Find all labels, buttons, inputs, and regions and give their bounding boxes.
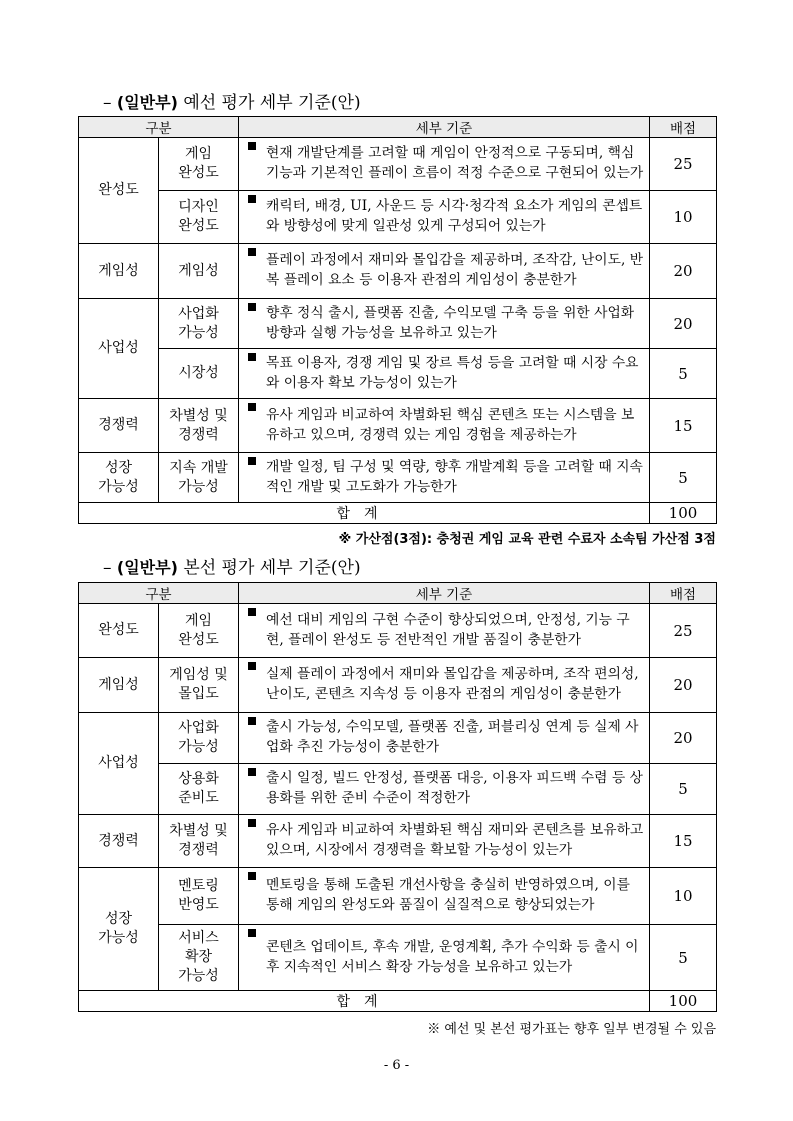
- table-row: [79, 399, 717, 453]
- criteria-cell: [239, 349, 650, 399]
- subcategory-cell: 사업화 가능성: [159, 713, 239, 764]
- subcategory-cell: 게임성 및 몰입도: [159, 658, 239, 713]
- header-score: 배점: [650, 583, 717, 604]
- score-cell: 20: [650, 244, 717, 299]
- table-row: [79, 713, 717, 764]
- table-row: [79, 815, 717, 868]
- square-bullet-icon: [248, 142, 256, 150]
- total-label: 합계: [79, 991, 650, 1012]
- square-bullet-icon: [248, 662, 256, 670]
- square-bullet-icon: [248, 768, 256, 776]
- bonus-points-note: ※ 가산점(3점): 충청권 게임 교육 관련 수료자 소속팀 가산점 3점: [338, 532, 716, 547]
- category-cell: 완성도: [79, 138, 159, 244]
- prelim-criteria-table: [78, 116, 717, 524]
- category-cell: 경쟁력: [79, 399, 159, 453]
- criteria-text: 플레이 과정에서 재미와 몰입감을 제공하며, 조작감, 난이도, 반복 플레이 요소 등 이용자 관점의 게임성이 충분한가: [266, 252, 644, 288]
- criteria-text: 캐릭터, 배경, UI, 사운드 등 시각·청각적 요소가 게임의 콘셉트와 방향성에 맞게 일관성 있게 구성되어 있는가: [266, 198, 643, 234]
- square-bullet-icon: [248, 248, 256, 256]
- criteria-text: 목표 이용자, 경쟁 게임 및 장르 특성 등을 고려할 때 시장 수요와 이용자 확보 가능성이 있는가: [266, 354, 639, 391]
- score-cell: 20: [650, 658, 717, 713]
- criteria-text: 향후 정식 출시, 플랫폼 진출, 수익모델 구축 등을 위한 사업화 방향과 실행 가능성을 보유하고 있는가: [266, 304, 635, 341]
- criteria-cell: [239, 815, 650, 868]
- criteria-text: 콘텐츠 업데이트, 후속 개발, 운영계획, 추가 수익화 등 출시 이후 지속적인 서비스 확장 가능성을 보유하고 있는가: [266, 938, 639, 975]
- header-category: 구분: [79, 117, 239, 138]
- heading-dash: –: [103, 558, 112, 578]
- header-criteria: 세부 기준: [239, 117, 650, 138]
- score-cell: 15: [650, 399, 717, 453]
- score-cell: 20: [650, 713, 717, 764]
- table-row: [79, 658, 717, 713]
- total-label: 합계: [79, 503, 650, 524]
- criteria-cell: [239, 868, 650, 925]
- criteria-cell: [239, 138, 650, 191]
- criteria-text: 실제 플레이 과정에서 재미와 몰입감을 제공하며, 조작 편의성, 난이도, 콘텐츠 지속성 등 이용자 관점의 게임성이 충분한가: [266, 666, 639, 702]
- score-cell: 20: [650, 299, 717, 349]
- category-cell: 성장 가능성: [79, 453, 159, 503]
- header-score: 배점: [650, 117, 717, 138]
- criteria-cell: [239, 244, 650, 299]
- table-header-row: [79, 583, 717, 604]
- square-bullet-icon: [248, 195, 256, 203]
- table-row: [79, 299, 717, 349]
- header-category: 구분: [79, 583, 239, 604]
- total-row: [79, 503, 717, 524]
- category-cell: 완성도: [79, 604, 159, 658]
- score-cell: 15: [650, 815, 717, 868]
- square-bullet-icon: [248, 303, 256, 311]
- square-bullet-icon: [248, 929, 256, 937]
- criteria-text: 멘토링을 통해 도출된 개선사항을 충실히 반영하였으며, 이를 통해 게임의 완성도와 품질이 실질적으로 향상되었는가: [266, 877, 630, 913]
- criteria-text: 예선 대비 게임의 구현 수준이 향상되었으며, 안정성, 기능 구현, 플레이 완성도 등 전반적인 개발 품질이 충분한가: [266, 611, 630, 648]
- table-row: [79, 349, 717, 399]
- heading-title: 예선 평가 세부 기준(안): [183, 93, 361, 113]
- criteria-cell: [239, 658, 650, 713]
- subcategory-cell: 디자인 완성도: [159, 191, 239, 244]
- total-score: 100: [650, 991, 717, 1012]
- subcategory-cell: 게임 완성도: [159, 604, 239, 658]
- criteria-text: 출시 일정, 빌드 안정성, 플랫폼 대응, 이용자 피드백 수렴 등 상용화를 위한 준비 수준이 적정한가: [266, 770, 643, 806]
- criteria-cell: [239, 453, 650, 503]
- table-row: [79, 604, 717, 658]
- subcategory-cell: 차별성 및 경쟁력: [159, 399, 239, 453]
- square-bullet-icon: [248, 717, 256, 725]
- subcategory-cell: 멘토링 반영도: [159, 868, 239, 925]
- header-criteria: 세부 기준: [239, 583, 650, 604]
- square-bullet-icon: [248, 457, 256, 465]
- score-cell: 10: [650, 191, 717, 244]
- criteria-cell: [239, 191, 650, 244]
- square-bullet-icon: [248, 403, 256, 411]
- criteria-cell: [239, 764, 650, 815]
- category-cell: 성장 가능성: [79, 868, 159, 991]
- score-cell: 5: [650, 764, 717, 815]
- criteria-text: 현재 개발단계를 고려할 때 게임이 안정적으로 구동되며, 핵심 기능과 기본적인 플레이 흐름이 적정 수준으로 구현되어 있는가: [266, 145, 644, 181]
- subcategory-cell: 서비스 확장 가능성: [159, 925, 239, 991]
- final-heading: [103, 553, 361, 578]
- page-number: - 6 -: [383, 1058, 410, 1073]
- square-bullet-icon: [248, 872, 256, 880]
- score-cell: 5: [650, 349, 717, 399]
- criteria-cell: [239, 604, 650, 658]
- criteria-cell: [239, 925, 650, 991]
- score-cell: 10: [650, 868, 717, 925]
- table-row: [79, 191, 717, 244]
- table-row: [79, 764, 717, 815]
- table-row: [79, 868, 717, 925]
- subcategory-cell: 차별성 및 경쟁력: [159, 815, 239, 868]
- criteria-text: 유사 게임과 비교하여 차별화된 핵심 콘텐츠 또는 시스템을 보유하고 있으며, 경쟁력 있는 게임 경험을 제공하는가: [266, 406, 635, 443]
- criteria-cell: [239, 713, 650, 764]
- table-row: [79, 925, 717, 991]
- square-bullet-icon: [248, 819, 256, 827]
- score-cell: 5: [650, 925, 717, 991]
- criteria-text: 개발 일정, 팀 구성 및 역량, 향후 개발계획 등을 고려할 때 지속적인 개발 및 고도화가 가능한가: [266, 458, 643, 495]
- criteria-cell: [239, 399, 650, 453]
- category-cell: 사업성: [79, 713, 159, 815]
- change-footnote: ※ 예선 및 본선 평가표는 향후 일부 변경될 수 있음: [427, 1022, 716, 1037]
- subcategory-cell: 상용화 준비도: [159, 764, 239, 815]
- heading-dash: –: [103, 93, 112, 113]
- subcategory-cell: 게임 완성도: [159, 138, 239, 191]
- heading-title: 본선 평가 세부 기준(안): [183, 558, 361, 578]
- subcategory-cell: 게임성: [159, 244, 239, 299]
- score-cell: 25: [650, 604, 717, 658]
- table-row: [79, 138, 717, 191]
- heading-division: (일반부): [116, 558, 178, 577]
- criteria-text: 출시 가능성, 수익모델, 플랫폼 진출, 퍼블리싱 연계 등 실제 사업화 추진 가능성이 충분한가: [266, 719, 639, 755]
- total-score: 100: [650, 503, 717, 524]
- final-criteria-table: [78, 582, 717, 1012]
- table-row: [79, 453, 717, 503]
- score-cell: 5: [650, 453, 717, 503]
- category-cell: 게임성: [79, 658, 159, 713]
- table-row: [79, 244, 717, 299]
- prelim-heading: [103, 88, 361, 113]
- criteria-cell: [239, 299, 650, 349]
- subcategory-cell: 지속 개발 가능성: [159, 453, 239, 503]
- criteria-text: 유사 게임과 비교하여 차별화된 핵심 재미와 콘텐츠를 보유하고 있으며, 시장에서 경쟁력을 확보할 가능성이 있는가: [266, 822, 644, 858]
- square-bullet-icon: [248, 353, 256, 361]
- table-header-row: [79, 117, 717, 138]
- square-bullet-icon: [248, 608, 256, 616]
- subcategory-cell: 시장성: [159, 349, 239, 399]
- subcategory-cell: 사업화 가능성: [159, 299, 239, 349]
- total-row: [79, 991, 717, 1012]
- category-cell: 경쟁력: [79, 815, 159, 868]
- score-cell: 25: [650, 138, 717, 191]
- heading-division: (일반부): [116, 93, 178, 112]
- category-cell: 사업성: [79, 299, 159, 399]
- category-cell: 게임성: [79, 244, 159, 299]
